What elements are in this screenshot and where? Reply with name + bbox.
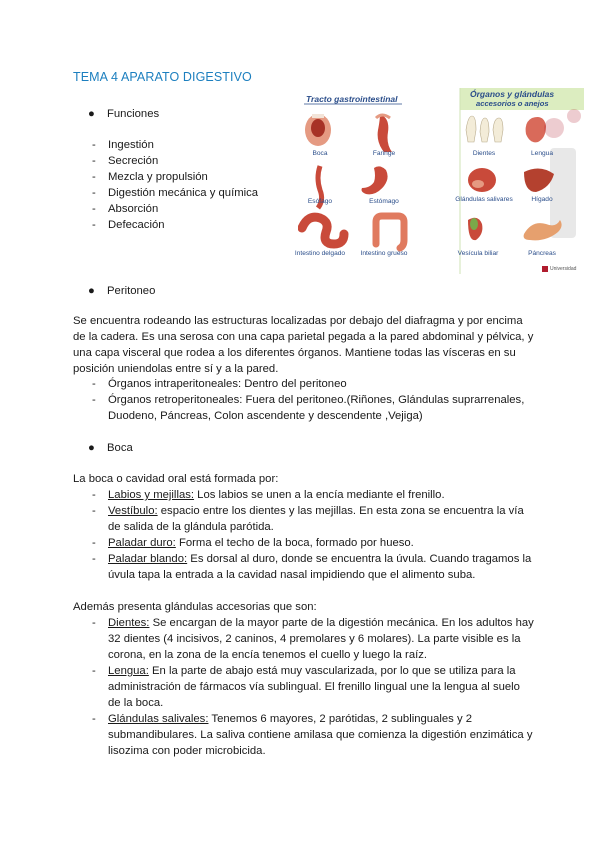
list-item-continuation: 32 dientes (4 incisivos, 2 caninos, 4 premolares y 6 molares). La parte visible es la: [108, 633, 521, 645]
paragraph-line: posición uniendolas entre sí y a la pared.: [73, 363, 279, 375]
term: Paladar blando:: [108, 553, 188, 565]
bullet-marker: ●: [88, 442, 95, 454]
paragraph-line: una capa visceral que rodea a los diferentes órganos. Mantiene todas las vísceras en su: [73, 347, 516, 359]
paragraph-line: Se encuentra rodeando las estructuras localizadas por debajo del diafragma y por encima: [73, 315, 523, 327]
term: Glándulas salivales:: [108, 713, 209, 725]
list-item: Mezcla y propulsión: [108, 171, 208, 183]
dash: -: [92, 505, 96, 517]
brand-logo-icon: [542, 266, 548, 272]
list-item: [108, 488, 445, 504]
list-item: Órganos intraperitoneales: Dentro del peritoneo: [108, 378, 347, 390]
definition: Tenemos 6 mayores, 2 parótidas, 2 sublinguales y 2: [208, 713, 473, 725]
list-item-continuation: de la boca.: [108, 697, 164, 709]
dash: -: [92, 537, 96, 549]
list-item: [108, 552, 531, 568]
list-item-continuation: submandibulares. La saliva contiene amilasa que comienza la digestión enzimática y: [108, 729, 533, 741]
term: Labios y mejillas:: [108, 489, 195, 501]
list-item: Duodeno, Páncreas, Colon ascendente y descendente ,Vejiga): [108, 410, 423, 422]
term: Paladar duro:: [108, 537, 176, 549]
definition: En la parte de abajo está muy vascularizada, por lo que se utiliza para la: [148, 665, 516, 677]
dash: -: [92, 489, 96, 501]
dash: -: [92, 617, 96, 629]
paragraph-line: Además presenta glándulas accesorias que son:: [73, 601, 317, 613]
definition: Forma el techo de la boca, formado por hueso.: [175, 537, 414, 549]
list-item-continuation: de salida de la glándula parótida.: [108, 521, 274, 533]
dash: -: [92, 203, 96, 215]
dash: -: [92, 378, 96, 390]
term: Dientes:: [108, 617, 150, 629]
list-item: Secreción: [108, 155, 159, 167]
brand-label: Universidad: [550, 266, 577, 272]
dash: -: [92, 394, 96, 406]
list-item-continuation: lisozima con poder microbicida.: [108, 745, 266, 757]
digestive-figure: [294, 88, 584, 278]
dash: -: [92, 139, 96, 151]
funciones-heading: Funciones: [107, 108, 160, 120]
page-title: TEMA 4 APARATO DIGESTIVO: [73, 70, 252, 84]
pharynx-illustration: [376, 114, 392, 152]
dash: -: [92, 187, 96, 199]
organ-label: Esófago: [307, 198, 333, 205]
gallbladder-illustration: [468, 218, 482, 240]
dash: -: [92, 553, 96, 565]
small-intestine-illustration: [302, 217, 344, 244]
definition: Los labios se unen a la encía mediante el frenillo.: [194, 489, 445, 501]
organ-label: Dientes: [472, 150, 496, 157]
organ-label: Intestino delgado: [294, 250, 346, 257]
mouth-illustration: [305, 114, 331, 146]
figure-left-title: Tracto gastrointestinal: [306, 94, 398, 104]
tongue-illustration: [526, 117, 546, 142]
organ-label: Estómago: [369, 198, 399, 205]
list-item: [108, 536, 414, 552]
peritoneo-heading: Peritoneo: [107, 285, 156, 297]
stomach-illustration: [362, 166, 388, 194]
bullet-marker: ●: [88, 108, 95, 120]
list-item: Digestión mecánica y química: [108, 187, 259, 199]
list-item: [108, 616, 534, 632]
paragraph-line: de la cadera. Es una serosa con una capa parietal pegada a la pared abdominal y pélvica, y: [73, 331, 534, 343]
boca-heading: Boca: [107, 442, 133, 454]
list-item: [108, 712, 472, 728]
organ-label: Boca: [312, 150, 328, 157]
teeth-illustration: [466, 116, 503, 142]
list-item: Órganos retroperitoneales: Fuera del peritoneo.(Riñones, Glándulas suprarrenales,: [108, 394, 525, 406]
organ-label: Hígado: [531, 196, 553, 203]
organ-label: Lengua: [530, 150, 553, 157]
list-item: [108, 504, 524, 520]
dash: -: [92, 219, 96, 231]
list-item-continuation: corona, en la zona de la encía tenemos el cuello y luego la raíz.: [108, 649, 428, 661]
list-item-continuation: úvula tapa la entrada a la cavidad nasal impidiendo que el alimento suba.: [108, 569, 476, 581]
salivary-glands-illustration: [468, 168, 496, 192]
list-item-continuation: administración de fármacos vía sublingual. El frenillo lingual une la lengua al suelo: [108, 681, 520, 693]
organ-label: Glándulas salivares: [455, 196, 513, 203]
figure-right-title-line1: Órganos y glándulas: [470, 89, 555, 99]
dash: -: [92, 155, 96, 167]
term: Lengua:: [108, 665, 149, 677]
list-item: Defecación: [108, 219, 165, 231]
bullet-marker: ●: [88, 285, 95, 297]
figure-right-title-line2: accesorios o anejos: [476, 99, 549, 108]
organ-label: Faringe: [372, 150, 396, 157]
definition: Es dorsal al duro, donde se encuentra la úvula. Cuando tragamos la: [187, 553, 532, 565]
definition: Se encargan de la mayor parte de la digestión mecánica. En los adultos hay: [149, 617, 534, 629]
list-item: Ingestión: [108, 139, 154, 151]
dash: -: [92, 171, 96, 183]
large-intestine-illustration: [376, 216, 404, 248]
dash: -: [92, 713, 96, 725]
term: Vestíbulo:: [108, 505, 158, 517]
organ-label: Vesícula biliar: [457, 250, 499, 257]
organ-label: Intestino grueso: [360, 250, 408, 257]
definition: espacio entre los dientes y las mejillas. En esta zona se encuentra la vía: [157, 505, 524, 517]
liver-illustration: [524, 168, 554, 192]
organ-label: Páncreas: [528, 250, 556, 257]
list-item: [108, 664, 516, 680]
list-item: Absorción: [108, 203, 159, 215]
paragraph-line: La boca o cavidad oral está formada por:: [73, 473, 279, 485]
dash: -: [92, 665, 96, 677]
